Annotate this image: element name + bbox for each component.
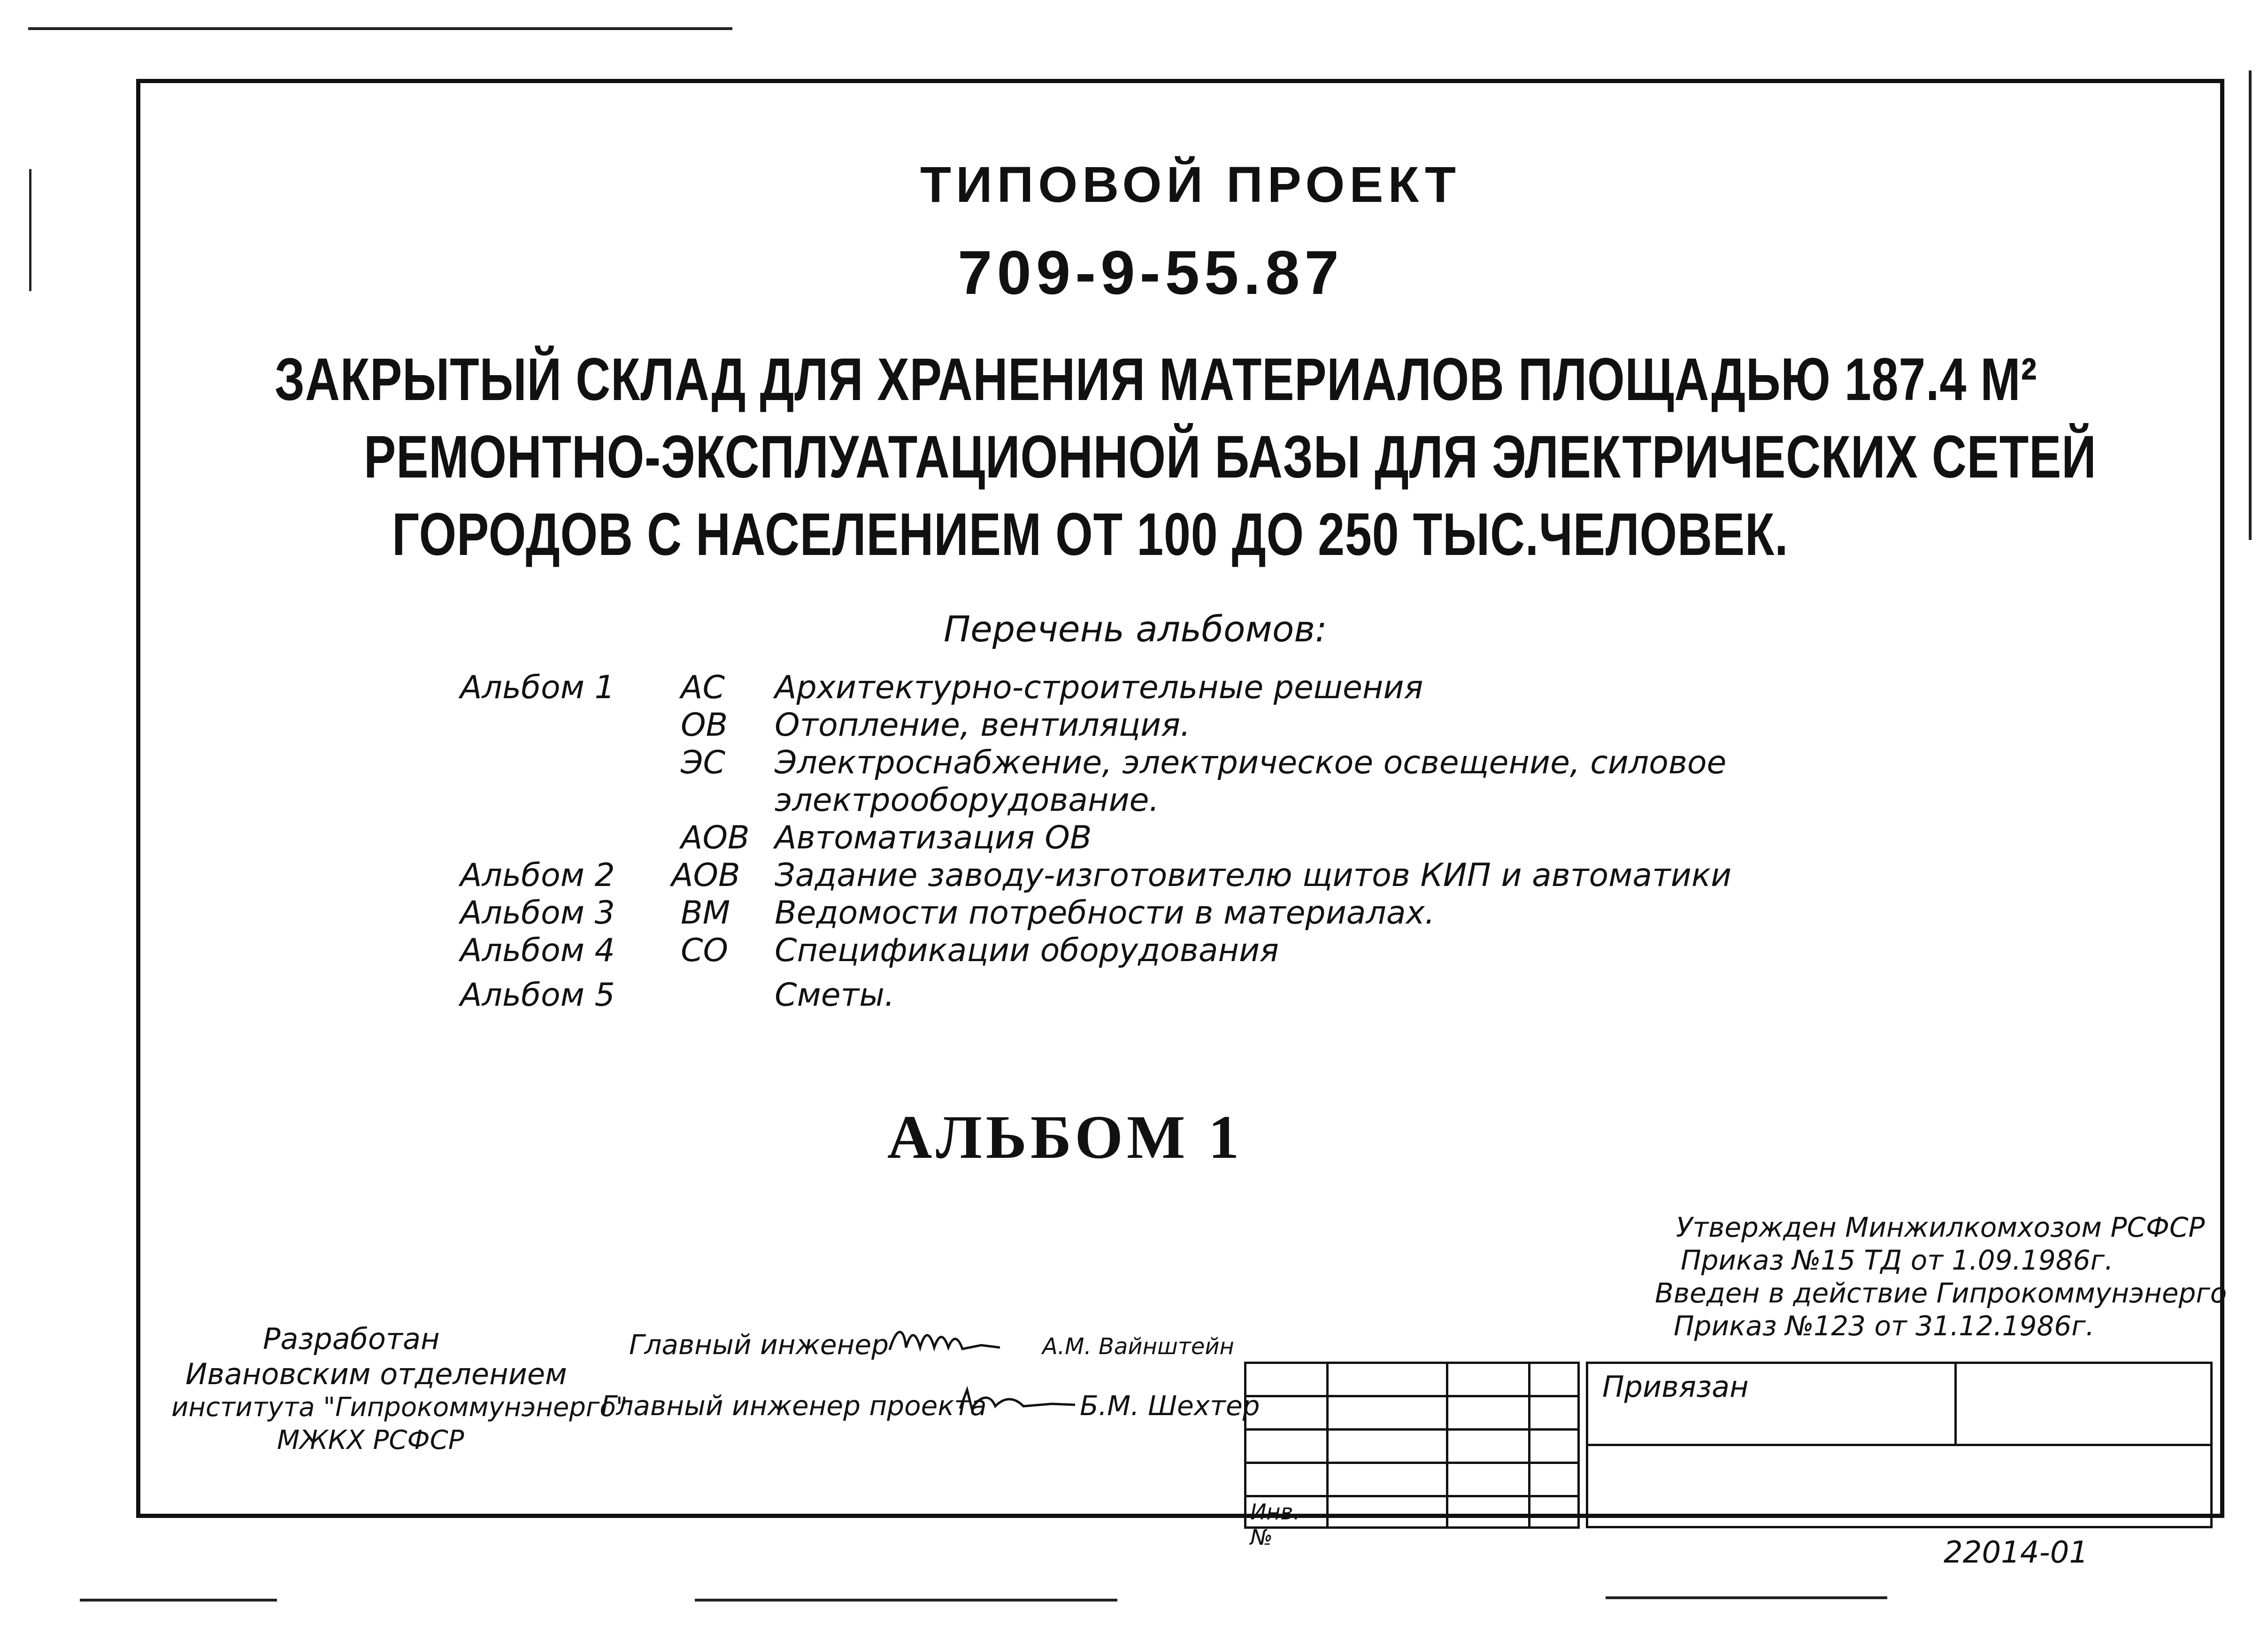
album-row-8-album: Альбом 4 [460,932,615,969]
bottom-edge-line [80,1599,277,1602]
album-row-9-desc: Сметы. [775,977,895,1014]
project-engineer-signature [958,1385,1080,1418]
album-row-6-album: Альбом 2 [460,857,615,894]
bottom-edge-line-3 [1606,1596,1887,1599]
album-row-5-code: АОВ [681,819,750,856]
project-engineer-name: Б.М. Шехтер [1080,1390,1260,1422]
approval-line-3: Введен в действие Гипрокоммунэнерго [1655,1277,2227,1309]
chief-engineer-signature [887,1322,1042,1359]
bottom-edge-line-2 [695,1599,1117,1602]
title-line-1: ЗАКРЫТЫЙ СКЛАД ДЛЯ ХРАНЕНИЯ МАТЕРИАЛОВ ПЛОЩАДЬЮ 187.4 М² [275,346,2037,413]
album-row-8-code: СО [681,932,729,969]
album-row-1-code: АС [681,669,725,706]
chief-engineer-name: А.М. Вайнштейн [1042,1333,1234,1360]
album-row-7-desc: Ведомости потребности в материалах. [775,894,1435,932]
albums-heading: Перечень альбомов: [944,608,1327,650]
title-line-3: ГОРОДОВ С НАСЕЛЕНИЕМ ОТ 100 ДО 250 ТЫС.ЧЕЛОВЕК. [392,501,1789,568]
chief-engineer-label: Главный инженер [629,1329,889,1361]
album-row-1-desc: Архитектурно-строительные решения [775,669,1423,706]
top-edge-line [28,27,732,30]
developer-line-1: Разработан [263,1322,440,1356]
album-row-9-album: Альбом 5 [460,977,615,1014]
album-row-3-code: ЭС [681,744,725,781]
project-number: 709-9-55.87 [958,238,1344,307]
album-row-3-desc: Электроснабжение, электрическое освещение, силовое [775,744,1727,781]
approval-line-4: Приказ №123 от 31.12.1986г. [1674,1310,2095,1342]
developer-line-2: Ивановским отделением [185,1357,567,1391]
title-line-2: РЕМОНТНО-ЭКСПЛУАТАЦИОННОЙ БАЗЫ ДЛЯ ЭЛЕКТРИЧЕСКИХ СЕТЕЙ [364,424,2097,491]
project-label: ТИПОВОЙ ПРОЕКТ [920,156,1461,213]
approval-line-1: Утвержден Минжилкомхозом РСФСР [1676,1211,2205,1243]
album-row-6-code: АОВ [671,857,740,894]
sheet-number: 22014-01 [1944,1535,2089,1570]
album-title: АЛЬБОМ 1 [887,1102,1243,1171]
album-row-6-desc: Задание заводу-изготовителю щитов КИП и автоматики [775,857,1732,894]
right-edge-line [2249,70,2252,540]
album-row-7-code: ВМ [681,894,730,932]
stamp-grid-left [1244,1362,1580,1550]
album-row-8-desc: Спецификации оборудования [775,932,1279,969]
left-edge-line [29,169,31,291]
project-engineer-label: Главный инженер проекта [601,1390,987,1422]
privyazan-label: Привязан [1602,1370,1749,1404]
inv-label: Инв. № [1250,1499,1300,1550]
album-row-5-desc: Автоматизация ОВ [775,819,1092,856]
album-row-1-album: Альбом 1 [460,669,615,706]
album-row-2-desc: Отопление, вентиляция. [775,707,1191,744]
developer-line-4: МЖКХ РСФСР [277,1425,464,1456]
album-row-7-album: Альбом 3 [460,894,615,932]
album-row-4-desc: электрооборудование. [775,782,1160,819]
album-row-2-code: ОВ [681,707,728,744]
stamp-grid-right [1586,1362,2213,1528]
developer-line-3: института "Гипрокоммунэнерго" [171,1392,628,1423]
approval-line-2: Приказ №15 ТД от 1.09.1986г. [1681,1244,2114,1276]
